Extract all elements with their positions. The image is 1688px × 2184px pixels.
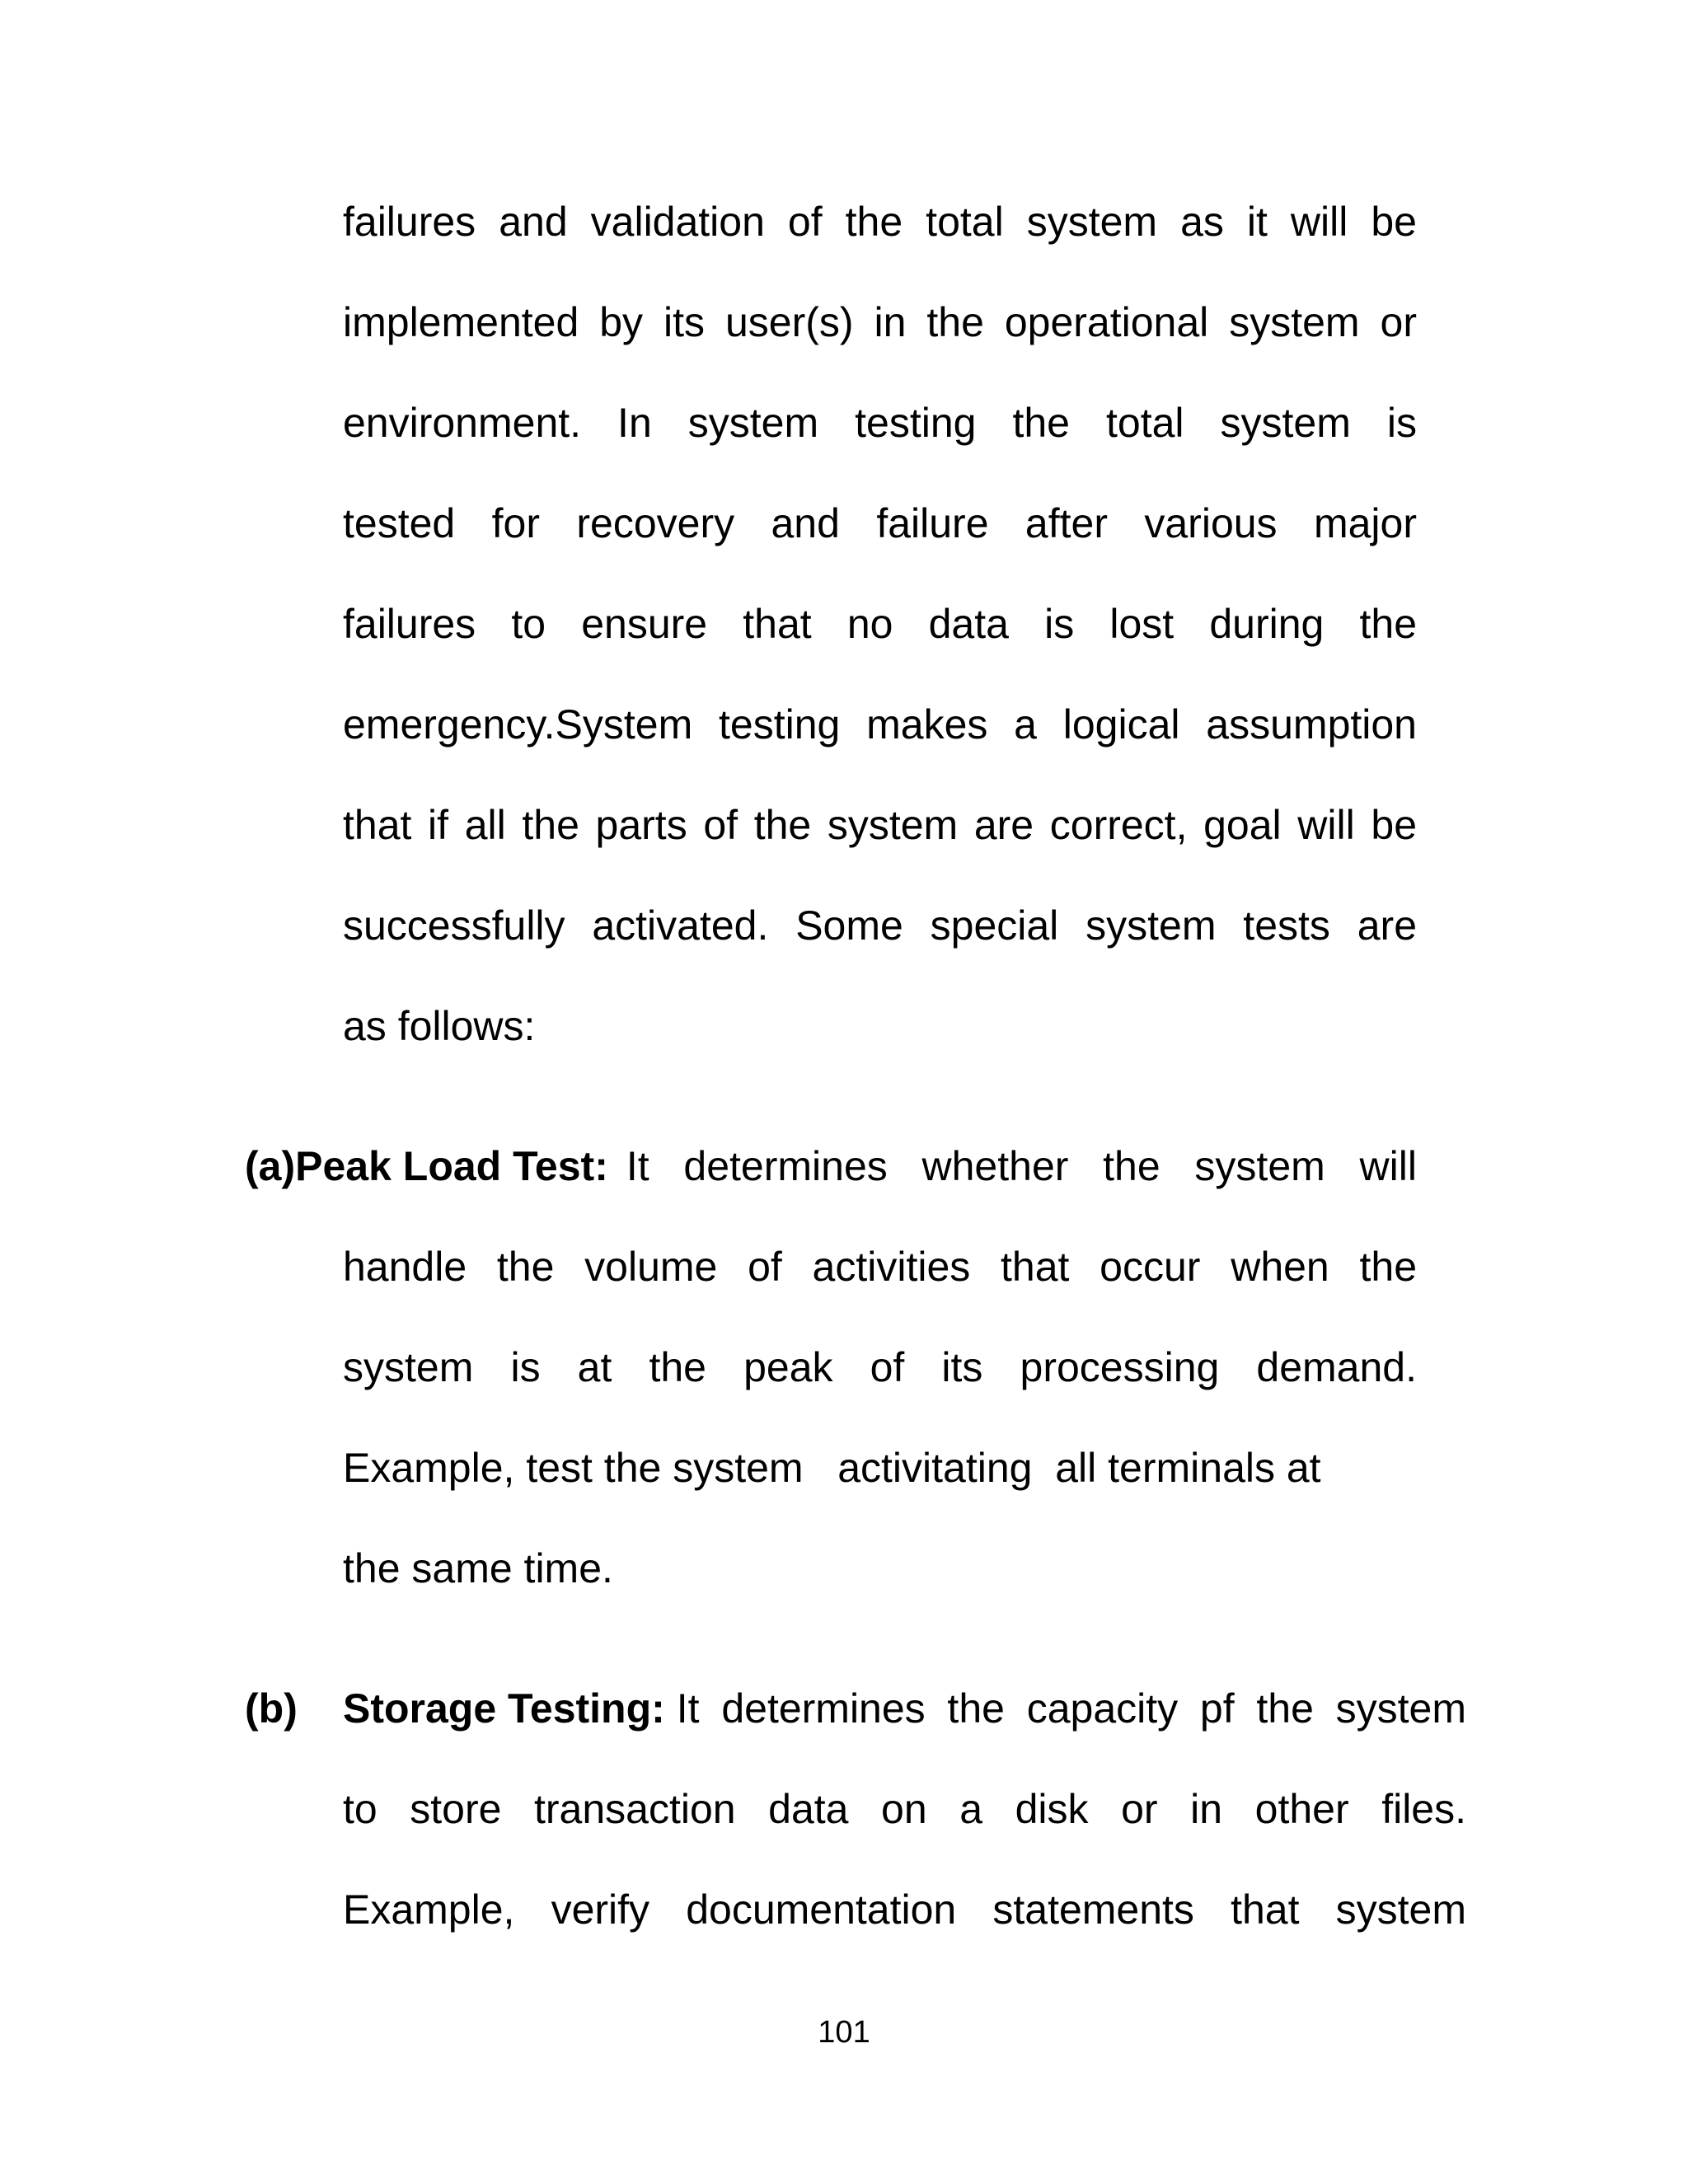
paragraph-line: Example, verify documentation statements that system [343, 1886, 1466, 1933]
item-marker: (a) [245, 1143, 296, 1189]
paragraph-line: system is at the peak of its processing demand. [343, 1344, 1417, 1390]
paragraph-line: environment. In system testing the total system is [343, 400, 1417, 446]
paragraph-line: to store transaction data on a disk or in other files. [343, 1786, 1466, 1832]
item-first-line-text: It determines whether the system will [626, 1143, 1417, 1189]
item-marker: (b) [245, 1685, 298, 1732]
paragraph-line: tested for recovery and failure after various major [343, 500, 1417, 546]
page-number: 101 [818, 2015, 870, 2050]
paragraph-line: the same time. [343, 1545, 613, 1591]
paragraph-line: failures to ensure that no data is lost during the [343, 601, 1417, 647]
item-title: Peak Load Test: [295, 1143, 608, 1189]
paragraph-line: failures and validation of the total system as it will be [343, 199, 1417, 245]
item-first-line [245, 1141, 1417, 1191]
paragraph-line: implemented by its user(s) in the operational system or [343, 299, 1417, 345]
paragraph-line: emergency.System testing makes a logical assumption [343, 701, 1417, 748]
item-first-line-text: It determines the capacity pf the system [676, 1685, 1466, 1732]
paragraph-line: handle the volume of activities that occur when the [343, 1244, 1417, 1290]
paragraph-line: successfully activated. Some special system tests are [343, 902, 1417, 949]
paragraph-line: that if all the parts of the system are correct, goal will be [343, 802, 1417, 848]
paragraph-line: Example, test the system activitating all terminals at [343, 1445, 1321, 1491]
item-title: Storage Testing: [343, 1685, 665, 1732]
item-first-line [343, 1684, 1466, 1733]
paragraph-line: as follows: [343, 1003, 536, 1049]
